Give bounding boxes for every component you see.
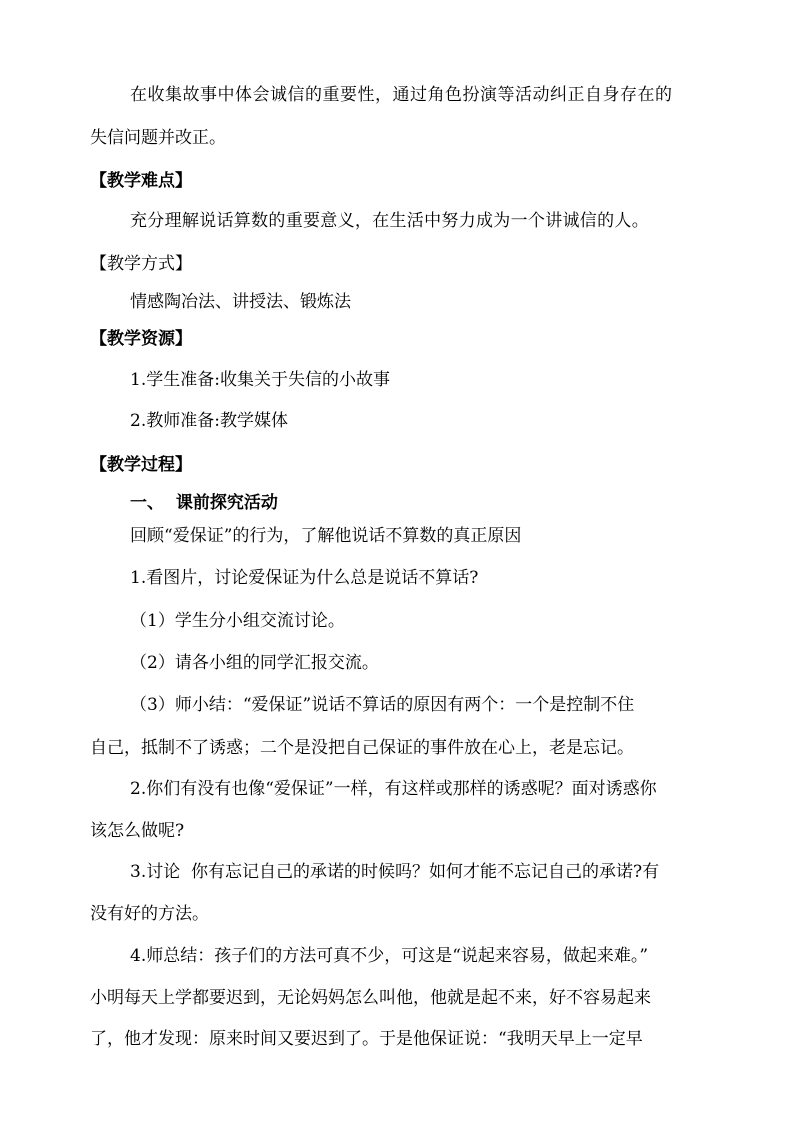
heading-difficulty: 【教学难点】 bbox=[90, 171, 192, 191]
step-1: 1.看图片，讨论爱保证为什么总是说话不算话? bbox=[130, 568, 479, 588]
resource-2: 2.教师准备:教学媒体 bbox=[130, 411, 288, 431]
step-4-line-3: 了，他才发现：原来时间又要迟到了。于是他保证说：“我明天早上一定早 bbox=[90, 1029, 643, 1049]
step-4-line-1: 4.师总结：孩子们的方法可真不少，可这是“说起来容易，做起来难。” bbox=[130, 946, 649, 966]
step-2-line-1: 2.你们有没有也像“爱保证”一样，有这样或那样的诱惑呢？面对诱惑你 bbox=[130, 779, 657, 799]
heading-method: 【教学方式】 bbox=[90, 254, 192, 274]
intro-line-1: 在收集故事中体会诚信的重要性，通过角色扮演等活动纠正自身存在的 bbox=[130, 85, 673, 105]
intro-line-2: 失信问题并改正。 bbox=[90, 128, 226, 148]
method-text: 情感陶冶法、讲授法、锻炼法 bbox=[130, 292, 351, 312]
section-1-title: 一、 课前探究活动 bbox=[130, 493, 278, 513]
step-1-c-line-2: 自己，抵制不了诱惑；二个是没把自己保证的事件放在心上，老是忘记。 bbox=[90, 738, 634, 758]
heading-resources: 【教学资源】 bbox=[90, 329, 192, 349]
step-1-b: （2）请各小组的同学汇报交流。 bbox=[130, 653, 379, 673]
section-1-intro: 回顾“爱保证”的行为，了解他说话不算数的真正原因 bbox=[130, 526, 522, 546]
difficulty-text: 充分理解说话算数的重要意义，在生活中努力成为一个讲诚信的人。 bbox=[130, 211, 649, 231]
step-4-line-2: 小明每天上学都要迟到，无论妈妈怎么叫他，他就是起不来，好不容易起来 bbox=[90, 988, 651, 1008]
heading-process: 【教学过程】 bbox=[90, 455, 192, 475]
resource-1: 1.学生准备:收集关于失信的小故事 bbox=[130, 370, 390, 390]
step-3-line-2: 没有好的方法。 bbox=[90, 904, 209, 924]
step-2-line-2: 该怎么做呢? bbox=[90, 821, 185, 841]
step-1-c-line-1: （3）师小结：“爱保证”说话不算话的原因有两个：一个是控制不住 bbox=[130, 695, 635, 715]
step-1-a: （1）学生分小组交流讨论。 bbox=[130, 611, 345, 631]
step-3-line-1: 3.讨论 你有忘记自己的承诺的时候吗？如何才能不忘记自己的承诺?有 bbox=[130, 862, 660, 882]
